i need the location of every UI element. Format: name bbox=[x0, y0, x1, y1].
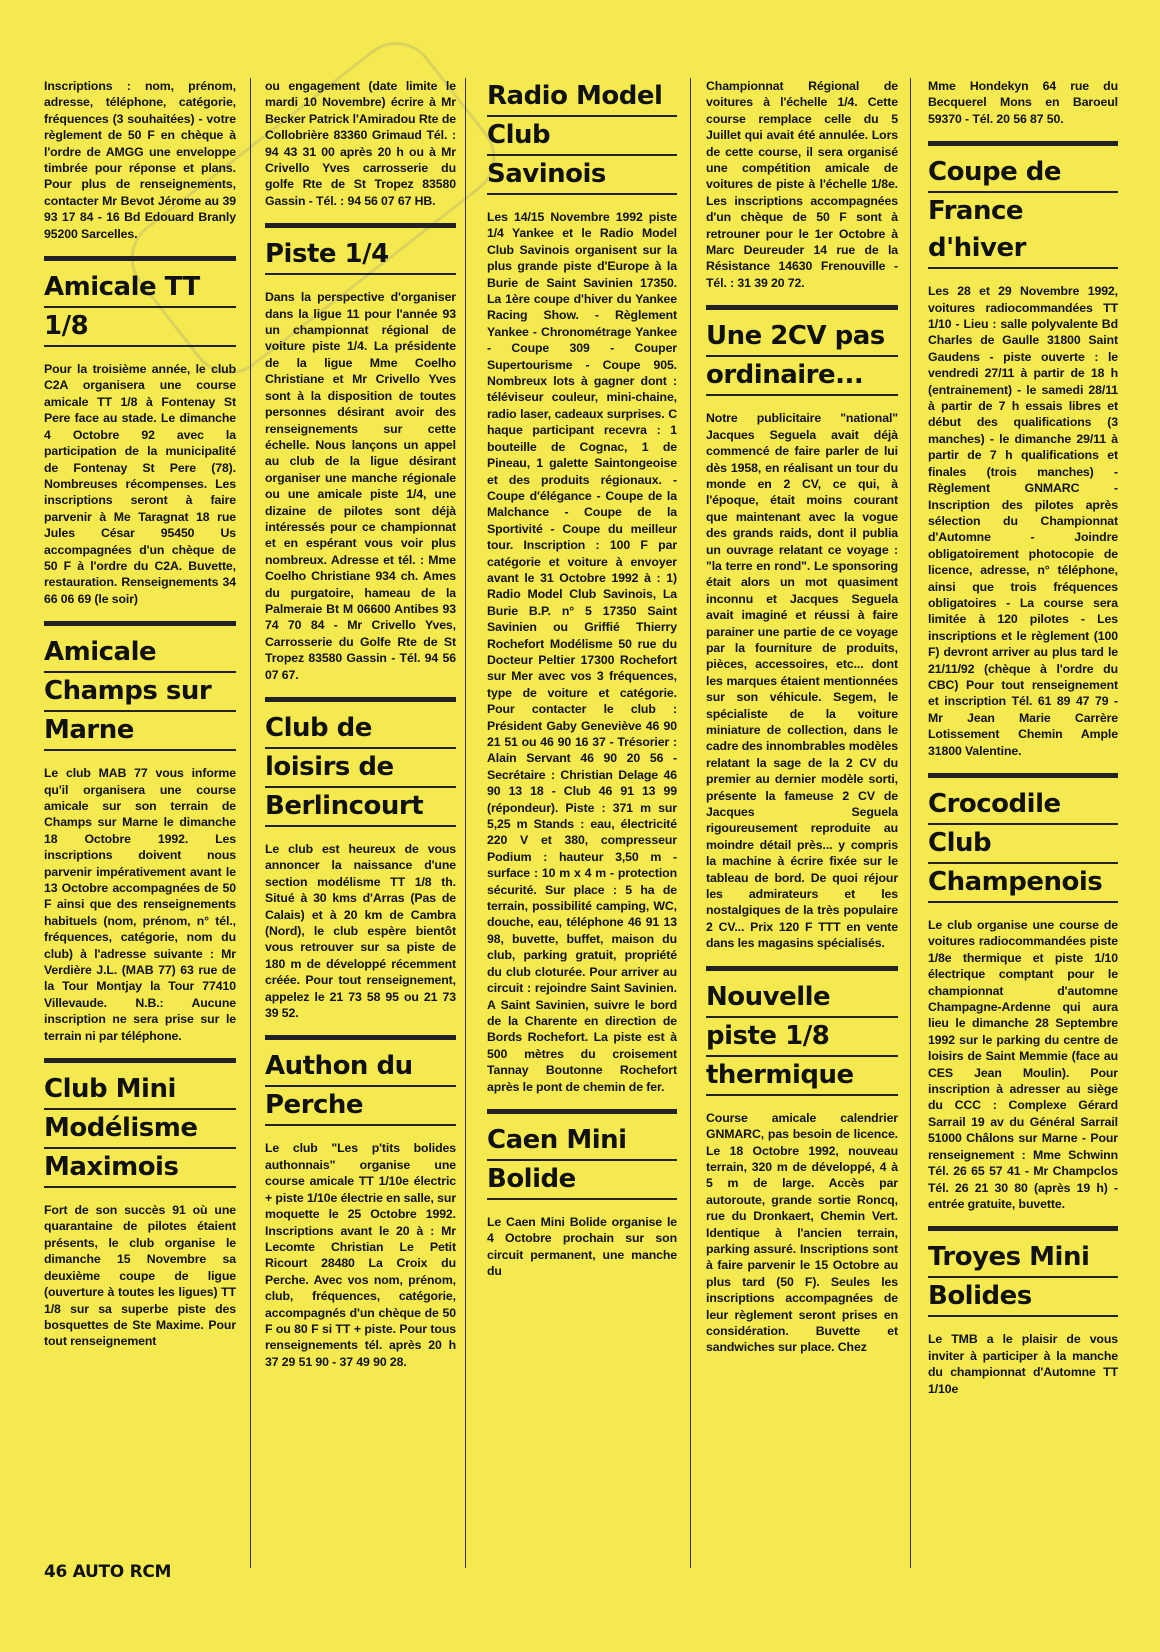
article-title bbox=[487, 1122, 677, 1200]
section-divider bbox=[706, 305, 898, 310]
article-title-line: thermique bbox=[706, 1057, 898, 1096]
column-1 bbox=[44, 78, 236, 1354]
column-separator bbox=[910, 78, 911, 1568]
article-body: Le club "Les p'tits bolides authonnais" organise une course amicale TT 1/10e électric + piste 1/10e électrie en salle, sur moquette le 25 Octobre 1992. Inscriptions avant le 20 à : Mr Lecomte Christian Le Petit Ricourt 28480 La Croix du Perche. Avec vos nom, prénom, club, fréquences, catégorie, accompagnés d'un chèque de 50 F ou 80 F si TT + piste. Pour tous renseignements tél. après 20 h 37 29 51 90 - 37 49 90 28. bbox=[265, 1141, 456, 1369]
article-title-line: Bolide bbox=[487, 1161, 677, 1200]
article-title-line: loisirs de bbox=[265, 749, 456, 788]
section-divider bbox=[928, 141, 1118, 146]
article-body: Le club est heureux de vous annoncer la naissance d'une section modélisme TT 1/8 th. Situé à 30 kms d'Arras (Pas de Calais) et à 20 km de Cambra (Nord), le club espère bientôt vous retrouver sur sa piste de 180 m de développé récemment créée. Pour tout renseignement, appelez le 21 73 58 95 ou 21 73 39 52. bbox=[265, 842, 456, 1021]
article-title-line: Radio Model bbox=[487, 78, 677, 117]
article-title-line: Bolides bbox=[928, 1278, 1118, 1317]
article-title bbox=[44, 1071, 236, 1188]
column-5 bbox=[928, 78, 1118, 1401]
article-title bbox=[928, 1239, 1118, 1317]
section-divider bbox=[928, 1226, 1118, 1231]
article-title-line: Club Mini bbox=[44, 1071, 236, 1110]
article-body: Notre publicitaire "national" Jacques Seguela avait déjà commencé de faire parler de lui dès 1958, en réalisant un tour du monde en 2 CV, ce qui, à l'époque, était moins courant que maintenant avec la vogue des grands raids, dont il publia un ouvrage relatant ce voyage : "la terre en rond". Le sponsoring était alors un mot quasiment inconnu et Jacques Seguela avait imaginé et réussi à faire parainer une partie de ce voyage par la fourniture de produits, pièces, accessoires, etc... dont les marques étaient mentionnées sur son véhicule. Segem, le spécialiste de la voiture miniature de collection, dans le cadre des innombrables modèles relatant la sage de la 2 CV du premier au dernier modèle sorti, présente la fameuse 2 CV de Jacques Seguela rigoureusement reproduite au moindre détail près... y compris la machine à écrire fixée sur le tableau de bord. De quoi réjour les admirateurs et les nostalgiques de la très populaire 2 CV... Prix 120 F TTT en vente dans les magasins spécialisés. bbox=[706, 411, 898, 951]
article-title-line: Marne bbox=[44, 712, 236, 751]
article bbox=[487, 78, 677, 1095]
article-title-line: Nouvelle bbox=[706, 979, 898, 1018]
article bbox=[265, 710, 456, 1021]
article-title-line: Caen Mini bbox=[487, 1122, 677, 1161]
article bbox=[928, 1239, 1118, 1397]
article bbox=[487, 1122, 677, 1280]
article-title-line: France d'hiver bbox=[928, 193, 1118, 269]
article-body: Le club organise une course de voitures radiocommandées piste 1/8e thermique et piste 1/10 électrique comptant pour le championnat d'automne Champagne-Ardenne qui aura lieu le dimanche 28 Septembre 1992 sur le parking du centre de loisirs de Saint Memmie (face au CES Jean Moulin). Pour inscription à adresser au siège du CCC : Complexe Gérard Sarrail 19 av du Général Sarrail 51000 Châlons sur Marne - Pour renseignement : Mme Schwinn Tél. 26 65 57 41 - Mr Champclos Tél. 26 21 30 80 (après 19 h) - entrée gratuite, buvette. bbox=[928, 918, 1118, 1211]
article bbox=[44, 1071, 236, 1350]
section-divider bbox=[265, 1035, 456, 1040]
article-continuation-text: Inscriptions : nom, prénom, adresse, téléphone, catégorie, fréquences (3 souhaitées) - votre règlement de 50 F en chèque à l'ordre de AMGG une enveloppe timbrée pour réponse et plans. Pour plus de renseignements, contacter Mr Bevot Jérome au 39 93 17 84 - 16 Bd Edouard Branly 95200 Sarcelles. bbox=[44, 79, 236, 241]
article-title-line: Champenois bbox=[928, 864, 1118, 903]
article-body: Pour la troisième année, le club C2A organisera une course amicale TT 1/8 à Fontenay St Pere face au stade. Le dimanche 4 Octobre 92 avec la participation de la municipalité de Fontenay St Pere (78). Nombreuses récompenses. Les inscriptions seront à faire parvenir à Me Taragnat 18 rue Jules César 95450 Us accompagnées d'un chèque de 50 F à l'ordre du C2A. Buvette, restauration. Renseignements 34 66 06 69 (le soir) bbox=[44, 362, 236, 606]
article-body: Le club MAB 77 vous informe qu'il organisera une course amicale sur son terrain de Champs sur Marne le dimanche 18 Octobre 1992. Les inscriptions doivent nous parvenir impérativement avant le 13 Octobre accompagnées de 50 F ainsi que des renseignements habituels (nom, prénom, n° tél., fréquences, catégorie, nom du club) à l'adresse suivante : Mr Verdière J.L. (MAB 77) 63 rue de la Tour Montjay la Tour 77410 Villevaude. N.B.: Aucune inscription ne sera prise sur le terrain ni par téléphone. bbox=[44, 766, 236, 1043]
article-title-line: Piste 1/4 bbox=[265, 236, 456, 275]
article-body: Dans la perspective d'organiser dans la ligue 11 pour l'année 93 un championnat régional de voiture piste 1/4. La présidente de la ligue Mme Coelho Christiane et Mr Crivello Yves sont à la disposition de toutes personnes désirant avoir des renseignements sur cette échelle. Nous lançons un appel au club de la ligue désirant organiser une manche régionale ou une amicale piste 1/4, une dizaine de pilotes sont déjà intéressés pour ce championnat et en espérant vous voir plus nombreux. Adresse et tél. : Mme Coelho Christiane 934 ch. Ames du purgatoire, hameau de la Palmeraie Bt M 06600 Antibes 93 74 70 84 - Mr Crivello Yves, Carrosserie du Golfe Rte de St Tropez 83580 Gassin - Tél. 94 56 07 67. bbox=[265, 290, 456, 682]
article-title-line: Club de bbox=[265, 710, 456, 749]
article-title-line: Club bbox=[928, 825, 1118, 864]
section-divider bbox=[265, 223, 456, 228]
column-3 bbox=[487, 78, 677, 1284]
article-body: Le TMB a le plaisir de vous inviter à participer à la manche du championnat d'Automne TT 1/10e bbox=[928, 1332, 1118, 1396]
article-title-line: Maximois bbox=[44, 1149, 236, 1188]
article bbox=[265, 236, 456, 683]
column-4 bbox=[706, 78, 898, 1360]
article bbox=[44, 269, 236, 607]
article-title-line: Berlincourt bbox=[265, 788, 456, 827]
section-divider bbox=[44, 256, 236, 261]
article-body: Fort de son succès 91 où une quarantaine de pilotes étaient présents, le club organise le dimanche 15 Novembre sa deuxième coupe de ligue (ouverture à toutes les ligues) TT 1/8 sur sa superbe piste des bosquettes de Ste Maxime. Pour tout renseignement bbox=[44, 1203, 236, 1349]
article-title bbox=[265, 236, 456, 275]
article-continuation-text: ou engagement (date limite le mardi 10 Novembre) écrire à Mr Becker Patrick l'Amiradou Rte de Collobrière 83360 Grimaud Tél. : 94 43 31 00 après 20 h ou à Mr Crivello Yves carrosserie du golfe Rte de St Tropez 83580 Gassin - Tél. : 94 56 07 67 HB. bbox=[265, 79, 456, 208]
page-footer: 46 AUTO RCM bbox=[44, 1562, 172, 1582]
section-divider bbox=[265, 697, 456, 702]
column-separator bbox=[690, 78, 691, 1568]
article-title bbox=[706, 318, 898, 396]
column-2 bbox=[265, 78, 456, 1374]
section-divider bbox=[706, 966, 898, 971]
article-title bbox=[44, 634, 236, 751]
article-title-line: Une 2CV pas bbox=[706, 318, 898, 357]
article-title-line: Crocodile bbox=[928, 786, 1118, 825]
article-continuation-text: Championnat Régional de voitures à l'échelle 1/4. Cette course remplace celle du 5 Juillet qui avait été annulée. Lors de cette course, il sera organisé une compétition amicale de voitures de piste à l'échelle 1/8e. Les inscriptions accompagnées d'un chèque de 50 F sont à retrouner pour le 1er Octobre à Marc Deureuder 14 rue de la Résistance 14630 Frenouville - Tél. : 31 39 20 72. bbox=[706, 79, 898, 290]
article-title bbox=[487, 78, 677, 195]
article-title bbox=[706, 979, 898, 1096]
column-separator bbox=[465, 78, 466, 1568]
article bbox=[265, 1048, 456, 1370]
article-continuation-text: Mme Hondekyn 64 rue du Becquerel Mons en Baroeul 59370 - Tél. 20 56 87 50. bbox=[928, 79, 1118, 126]
article-title-line: 1/8 bbox=[44, 308, 236, 347]
article bbox=[928, 786, 1118, 1212]
section-divider bbox=[44, 1058, 236, 1063]
article-title-line: Amicale bbox=[44, 634, 236, 673]
article-body: Course amicale calendrier GNMARC, pas besoin de licence. Le 18 Octobre 1992, nouveau terrain, 320 m de développé, 4 à 5 m de large. Accès par autoroute, grande sortie Roncq, rue du Dronkaert, Chemin Vert. Identique à l'ancien terrain, parking assuré. Inscriptions sont à faire parvenir le 15 Octobre au plus tard (50 F). Seules les inscriptions accompagnées de leur règlement seront prises en considération. Buvette et sandwiches sur place. Chez bbox=[706, 1110, 898, 1355]
article-title bbox=[265, 710, 456, 827]
article-title-line: Champs sur bbox=[44, 673, 236, 712]
article-title-line: Amicale TT bbox=[44, 269, 236, 308]
article-title bbox=[928, 154, 1118, 269]
section-divider bbox=[928, 773, 1118, 778]
article-title bbox=[928, 786, 1118, 903]
article-title-line: ordinaire... bbox=[706, 357, 898, 396]
article-title-line: Savinois bbox=[487, 156, 677, 195]
article-title-line: Perche bbox=[265, 1087, 456, 1126]
article-title-line: Club bbox=[487, 117, 677, 156]
article-body: Le Caen Mini Bolide organise le 4 Octobre prochain sur son circuit permanent, une manche du bbox=[487, 1214, 677, 1279]
article-body: Les 14/15 Novembre 1992 piste 1/4 Yankee et le Radio Model Club Savinois organisent sur la plus grande piste d'Europe à la Burie de Saint Savinien 17350. La 1ère coupe d'hiver du Yankee Racing Show. - Règlement Yankee - Chronométrage Yankee - Coupe 309 - Couper Supertourisme - Coupe 905. Nombreux lots à gagner dont : téléviseur couleur, mini-chaine, radio laser, cadeaux surprises. C haque participant recevra : 1 bouteille de Cognac, 1 de Pineau, 1 galette Saintongeoise et des produits régionaux. - Coupe d'élégance - Coupe de la Malchance - Coupe de la Sportivité - Coupe du meilleur tour. Inscription : 100 F par catégorie et voiture à envoyer avant le 31 Octobre 1992 à : 1) Radio Model Club Savinois, La Burie B.P. n° 5 17350 Saint Savinien ou Griffié Thierry Rochefort Modélisme 50 rue du Docteur Peltier 17300 Rochefort sur Mer avec vos 3 fréquences, type de voiture et catégorie. Pour contacter le club : Président Gaby Geneviève 46 90 21 51 ou 46 90 16 37 - Trésorier : Alain Servant 46 90 20 56 - Secrétaire : Christian Delage 46 90 13 18 - Club 46 91 13 99 (répondeur). Piste : 371 m sur 5,25 m Stands : eau, électricité 220 V et 380, compresseur Podium : hauteur 3,50 m - surface : 10 m x 4 m - protection sécurité. Sur place : 5 ha de terrain, possibilité camping, WC, douche, eau, téléphone 46 91 13 98, buvette, buffet, maison du club, parking gratuit, propriété du club cloturée. Pour arriver au circuit : rejoindre Saint Savinien. A Saint Savinien, suivre le bord de la Charente en direction de Bords Rochefort. La piste est à 500 mètres du croisement Tannay Boutonne Rochefort après le pont de chemin de fer. bbox=[487, 210, 677, 1094]
article bbox=[928, 154, 1118, 759]
article-body: Les 28 et 29 Novembre 1992, voitures radiocommandées TT 1/10 - Lieu : salle polyvalente Bd Charles de Gaulle 31800 Saint Gaudens - piste ouverte : le vendredi 27/11 à partir de 18 h (entrainement) - le samedi 28/11 à partir de 7 h essais libres et début des qualifications (3 manches) - le dimanche 29/11 à partir de 7 h qualifications et finales (trois manches) - Règlement GNMARC - Inscription des pilotes après sélection du Championnat d'Automne - Joindre obligatoirement photocopie de licence, adresse, n° téléphone, ainsi que trois fréquences obligatoires - La course sera limitée à 120 pilotes - Les inscriptions et le règlement (100 F) devront arriver au plus tard le 21/11/92 (chèque à l'ordre du CBC) Pour tout renseignement et inscription Tél. 61 89 47 79 - Mr Jean Marie Carrère Lotissement Chemin Ample 31800 Valentine. bbox=[928, 284, 1118, 758]
section-divider bbox=[487, 1109, 677, 1114]
article bbox=[44, 634, 236, 1044]
article-title-line: piste 1/8 bbox=[706, 1018, 898, 1057]
article-title-line: Troyes Mini bbox=[928, 1239, 1118, 1278]
article-title bbox=[44, 269, 236, 347]
article bbox=[706, 979, 898, 1356]
column-separator bbox=[250, 78, 251, 1568]
article bbox=[706, 318, 898, 951]
article-title-line: Modélisme bbox=[44, 1110, 236, 1149]
article-title bbox=[265, 1048, 456, 1126]
section-divider bbox=[44, 621, 236, 626]
article-title-line: Authon du bbox=[265, 1048, 456, 1087]
article-title-line: Coupe de bbox=[928, 154, 1118, 193]
